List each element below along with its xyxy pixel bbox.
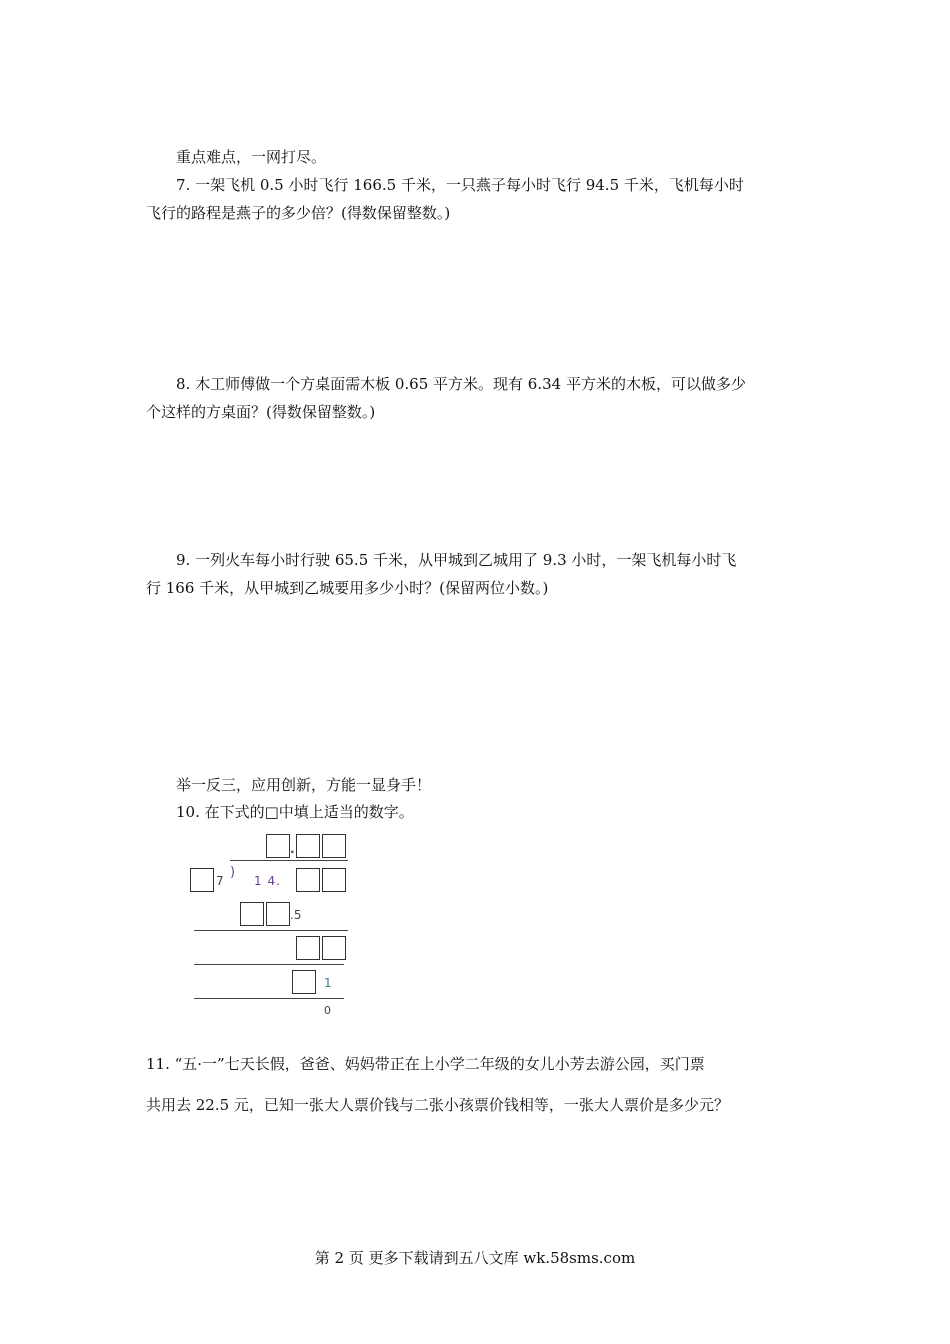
division-bar: [230, 860, 348, 861]
quotient-box-1: [266, 834, 290, 858]
question-10-line-1: 10. 在下式的□中填上适当的数字。: [176, 803, 414, 821]
second-product-box: [292, 970, 316, 994]
final-remainder: 0: [324, 1004, 331, 1017]
question-7-line-2: 飞行的路程是燕子的多少倍？(得数保留整数。): [146, 204, 451, 222]
dividend-digits: 1 4.: [254, 874, 281, 888]
section-heading-key-points: 重点难点，一网打尽。: [176, 148, 327, 166]
subtraction-line-1: [194, 930, 348, 931]
quotient-box-3: [322, 834, 346, 858]
section-heading-apply: 举一反三，应用创新，方能一显身手！: [176, 776, 432, 794]
quotient-decimal-point: .: [290, 842, 295, 856]
question-11-line-2: 共用去 22.5 元，已知一张大人票价钱与二张小孩票价钱相等，一张大人票价是多少元？: [146, 1096, 729, 1114]
page-footer: 第 2 页 更多下载请到五八文库 wk.58sms.com: [314, 1249, 636, 1267]
divisor-box: [190, 868, 214, 892]
subtraction-line-2: [194, 964, 344, 965]
quotient-box-2: [296, 834, 320, 858]
division-bracket: ): [230, 865, 236, 880]
question-8-line-1: 8. 木工师傅做一个方桌面需木板 0.65 平方米。现有 6.34 平方米的木板，可以做多少: [176, 375, 746, 393]
long-division-puzzle: [186, 832, 356, 1022]
dividend-box-2: [322, 868, 346, 892]
difference-box-1: [296, 936, 320, 960]
product-decimal: .5: [290, 908, 302, 922]
product-box-2: [266, 902, 290, 926]
question-7-line-1: 7. 一架飞机 0.5 小时飞行 166.5 千米，一只燕子每小时飞行 94.5 千米，飞机每小时: [176, 176, 744, 194]
divisor-digit: 7: [216, 874, 224, 888]
question-9-line-1: 9. 一列火车每小时行驶 65.5 千米，从甲城到乙城用了 9.3 小时，一架飞机每小时飞: [176, 551, 737, 569]
second-product-digit: 1: [324, 976, 332, 990]
product-box-1: [240, 902, 264, 926]
subtraction-line-3: [194, 998, 344, 999]
difference-box-2: [322, 936, 346, 960]
question-9-line-2: 行 166 千米，从甲城到乙城要用多少小时？(保留两位小数。): [146, 579, 549, 597]
question-11-line-1: 11. “五·一”七天长假，爸爸、妈妈带正在上小学二年级的女儿小芳去游公园，买门票: [146, 1055, 705, 1073]
question-8-line-2: 个这样的方桌面？(得数保留整数。): [146, 403, 376, 421]
dividend-box-1: [296, 868, 320, 892]
